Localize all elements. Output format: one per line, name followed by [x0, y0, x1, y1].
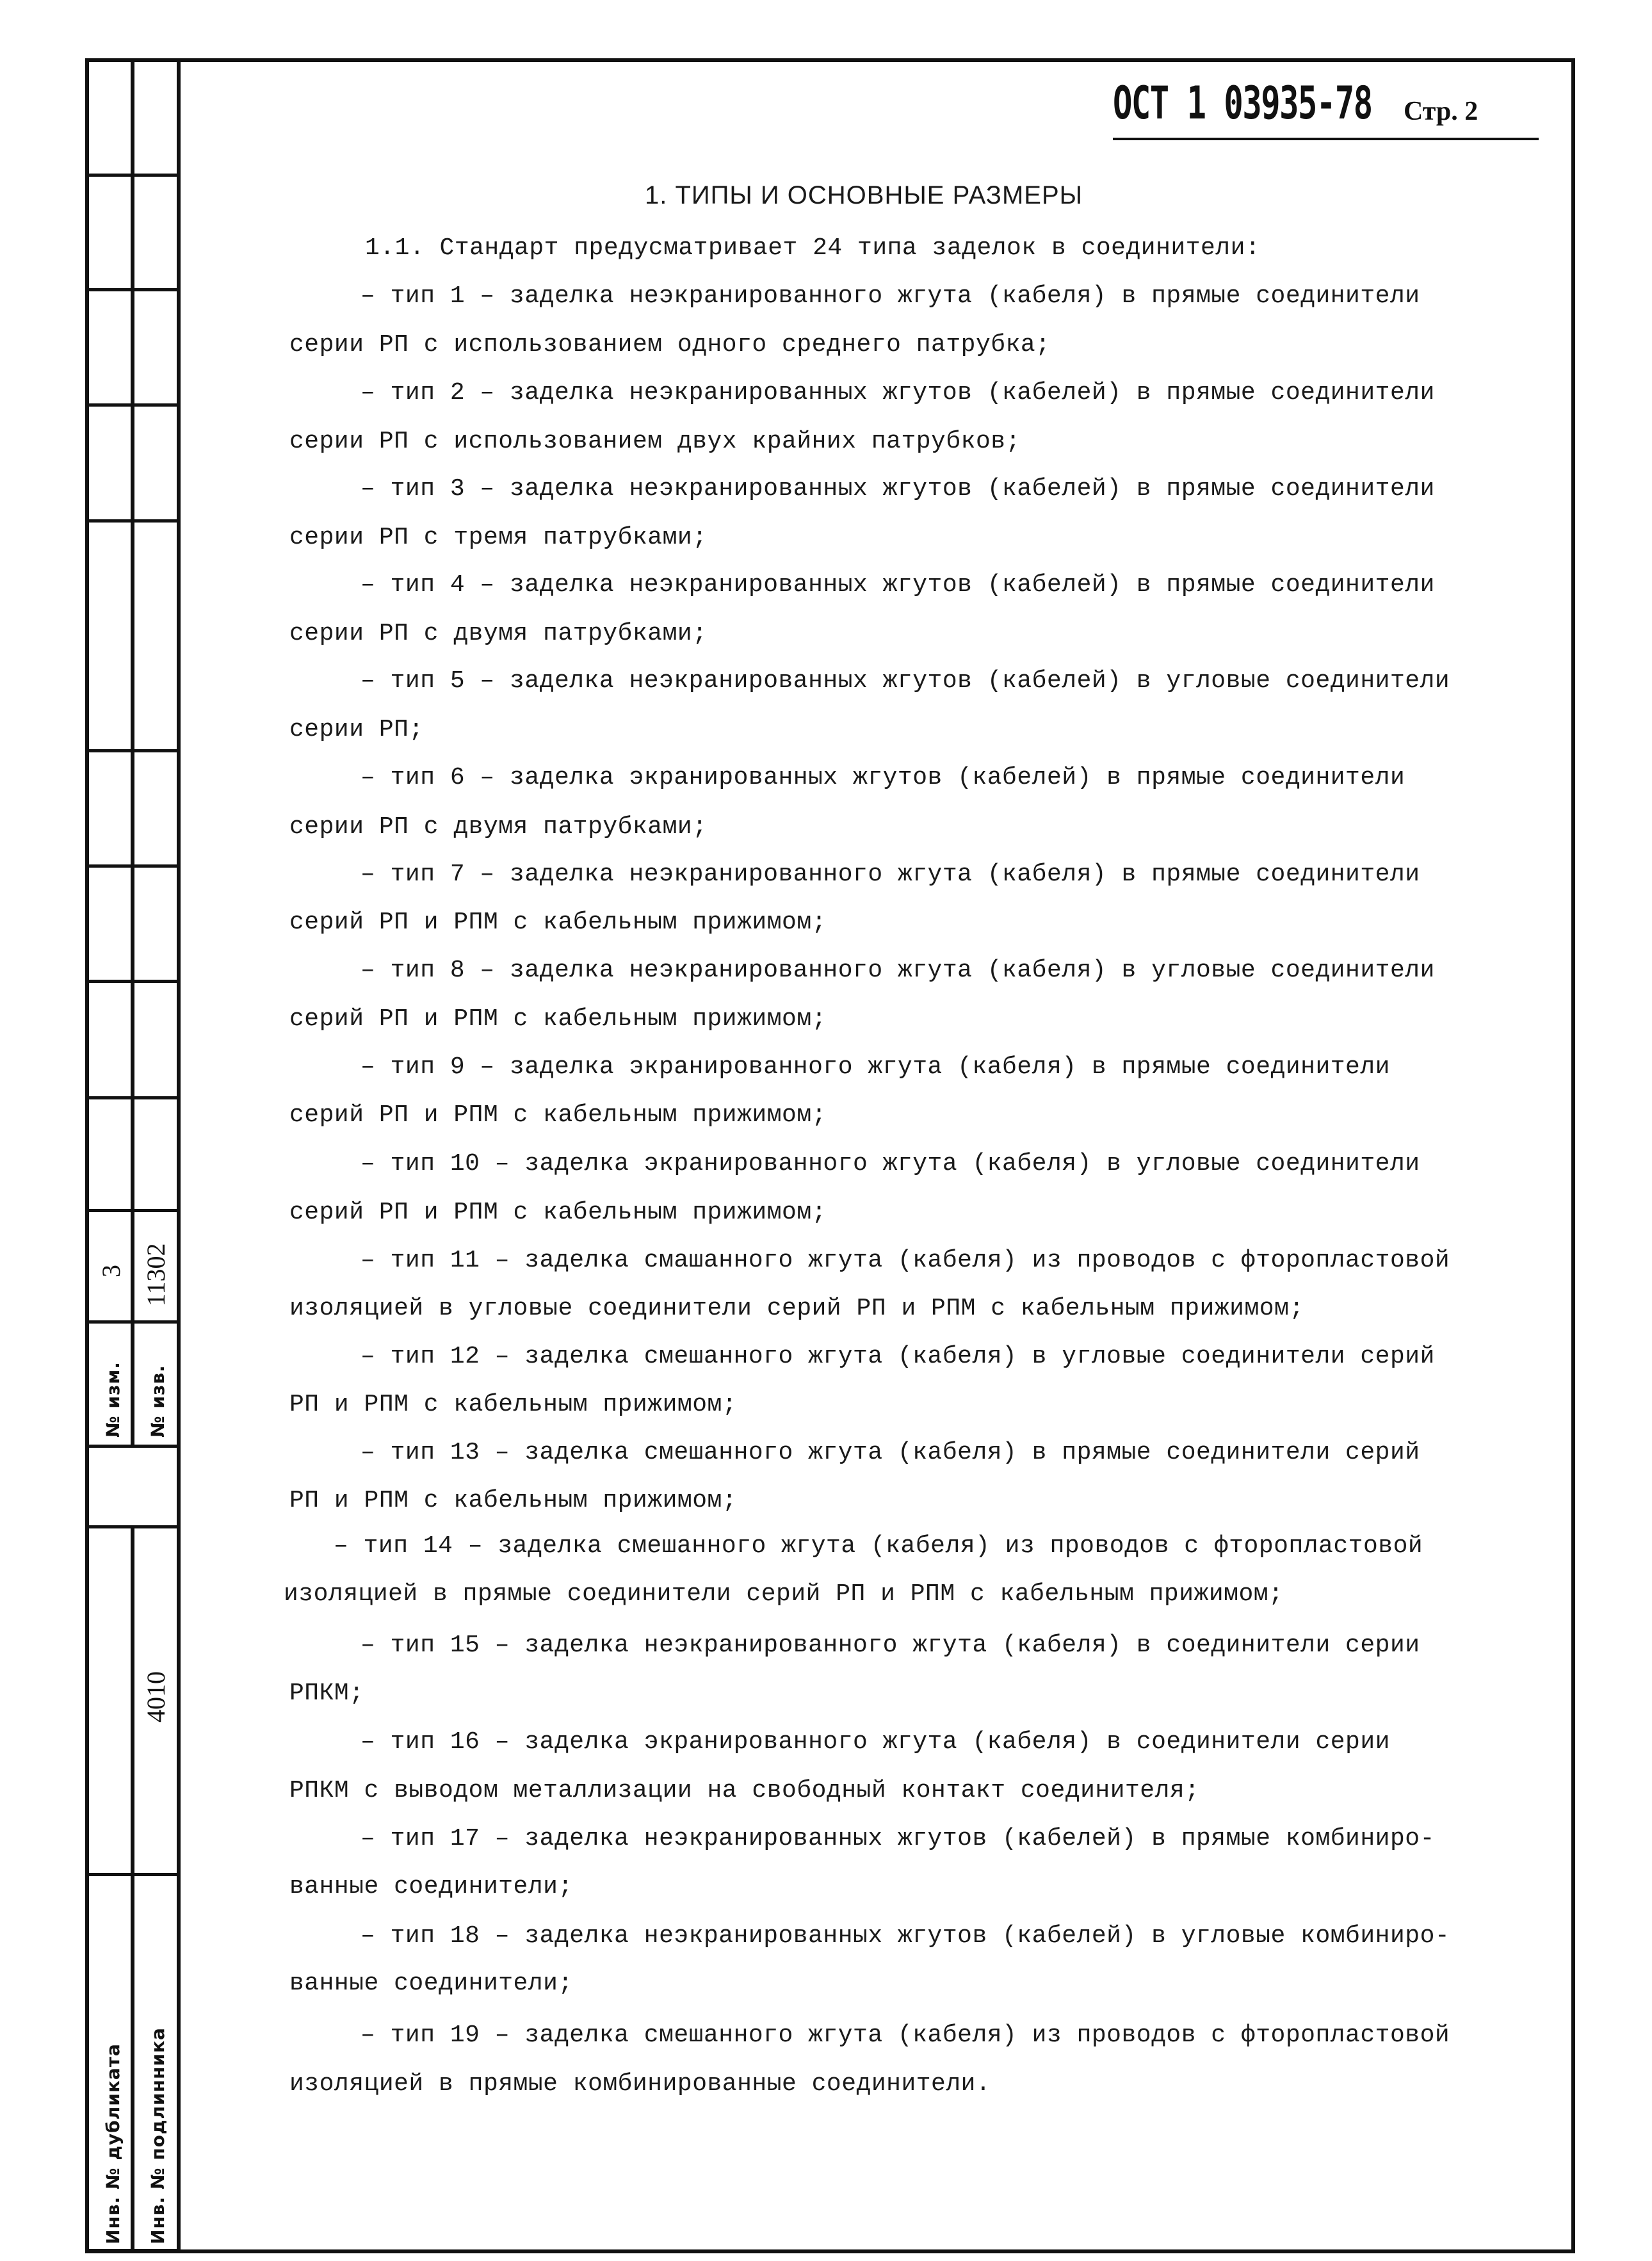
document-code: ОСТ 1 03935-78	[1113, 77, 1372, 129]
text-line: изоляцией в прямые комбинированные соединители.	[289, 2070, 991, 2098]
text-line: – тип 9 – заделка экранированного жгута (кабеля) в прямые соединители	[360, 1053, 1390, 1081]
text-line: изоляцией в угловые соединители серий РП и РПМ с кабельным прижимом;	[289, 1295, 1304, 1322]
strip-row-line	[85, 403, 179, 407]
text-line: – тип 2 – заделка неэкранированных жгутов (кабелей) в прямые соединители	[360, 379, 1435, 407]
text-line: – тип 5 – заделка неэкранированных жгутов (кабелей) в угловые соединители	[360, 667, 1450, 695]
notice-number-value: 11302	[142, 1243, 170, 1306]
text-line: серии РП с двумя патрубками;	[289, 813, 708, 841]
text-line: серии РП с использованием двух крайних патрубков;	[289, 428, 1021, 455]
strip-lower-column-divider	[131, 1525, 134, 2253]
strip-row-line	[85, 1873, 179, 1876]
text-line: ванные соединители;	[289, 1873, 573, 1900]
strip-right-edge	[177, 58, 181, 2253]
text-line: – тип 8 – заделка неэкранированного жгута (кабеля) в угловые соединители	[360, 957, 1435, 984]
intro-paragraph: 1.1. Стандарт предусматривает 24 типа заделок в соединители:	[365, 234, 1261, 262]
strip-row-line	[85, 749, 179, 752]
text-line: РПКМ;	[289, 1680, 364, 1707]
original-inventory-value: 4010	[142, 1671, 170, 1722]
header-rule	[1113, 138, 1539, 140]
text-line: ванные соединители;	[289, 1970, 573, 1997]
text-line: – тип 7 – заделка неэкранированного жгута (кабеля) в прямые соединители	[360, 861, 1420, 888]
text-line: серии РП с двумя патрубками;	[289, 620, 708, 647]
text-line: серий РП и РПМ с кабельным прижимом;	[289, 909, 827, 936]
text-line: РП и РПМ с кабельным прижимом;	[289, 1487, 738, 1514]
strip-outer-left	[85, 58, 89, 1448]
strip-row-line	[85, 980, 179, 983]
change-number-value: 3	[97, 1265, 126, 1277]
text-line: – тип 10 – заделка экранированного жгута (кабеля) в угловые соединители	[360, 1150, 1420, 1178]
strip-row-line	[85, 174, 179, 177]
strip-row-line	[85, 2249, 179, 2252]
change-number-label: № изм.	[102, 1361, 124, 1438]
strip-row-line	[85, 1096, 179, 1099]
text-line: РП и РПМ с кабельным прижимом;	[289, 1391, 738, 1418]
text-line: изоляцией в прямые соединители серий РП и РПМ с кабельным прижимом;	[284, 1580, 1284, 1608]
text-line: – тип 1 – заделка неэкранированного жгута (кабеля) в прямые соединители	[360, 282, 1420, 310]
text-line: – тип 13 – заделка смешанного жгута (кабеля) в прямые соединители серий	[360, 1439, 1420, 1466]
text-line: – тип 12 – заделка смешанного жгута (кабеля) в угловые соединители серий	[360, 1343, 1435, 1370]
strip-row-line	[85, 1320, 179, 1324]
original-inventory-label: Инв. № подлинника	[147, 2027, 168, 2244]
text-line: – тип 6 – заделка экранированных жгутов (кабелей) в прямые соединители	[360, 764, 1405, 791]
text-line: – тип 18 – заделка неэкранированных жгутов (кабелей) в угловые комбиниро-	[360, 1922, 1450, 1950]
text-line: – тип 14 – заделка смешанного жгута (кабеля) из проводов с фторопластовой	[334, 1532, 1423, 1560]
section-title: 1. ТИПЫ И ОСНОВНЫЕ РАЗМЕРЫ	[645, 181, 1083, 209]
text-line: – тип 17 – заделка неэкранированных жгутов (кабелей) в прямые комбиниро-	[360, 1825, 1435, 1852]
strip-row-line	[85, 864, 179, 868]
strip-row-line	[85, 288, 179, 291]
notice-number-label: № изв.	[147, 1365, 168, 1438]
strip-row-line	[85, 519, 179, 523]
duplicate-inventory-label: Инв. № дубликата	[102, 2043, 124, 2244]
strip-row-line	[85, 1445, 179, 1448]
page-number: Стр. 2	[1404, 97, 1478, 126]
text-line: серии РП с тремя патрубками;	[289, 524, 708, 551]
text-line: – тип 15 – заделка неэкранированного жгута (кабеля) в соединители серии	[360, 1632, 1420, 1659]
text-line: – тип 3 – заделка неэкранированных жгутов (кабелей) в прямые соединители	[360, 475, 1435, 503]
strip-row-line	[85, 1525, 179, 1528]
text-line: серий РП и РПМ с кабельным прижимом;	[289, 1005, 827, 1033]
text-line: серий РП и РПМ с кабельным прижимом;	[289, 1101, 827, 1129]
text-line: серии РП с использованием одного среднего патрубка;	[289, 331, 1051, 359]
text-line: серий РП и РПМ с кабельным прижимом;	[289, 1199, 827, 1226]
text-line: – тип 4 – заделка неэкранированных жгутов (кабелей) в прямые соединители	[360, 571, 1435, 599]
text-line: РПКМ с выводом металлизации на свободный контакт соединителя;	[289, 1777, 1200, 1804]
strip-column-divider	[131, 58, 134, 1448]
strip-lower-outer-left	[85, 1525, 89, 2253]
strip-row-line	[85, 1209, 179, 1212]
text-line: – тип 11 – заделка смашанного жгута (кабеля) из проводов с фторопластовой	[360, 1247, 1450, 1274]
text-line: серии РП;	[289, 716, 424, 743]
text-line: – тип 19 – заделка смешанного жгута (кабеля) из проводов с фторопластовой	[360, 2022, 1450, 2049]
text-line: – тип 16 – заделка экранированного жгута (кабеля) в соединители серии	[360, 1728, 1390, 1756]
